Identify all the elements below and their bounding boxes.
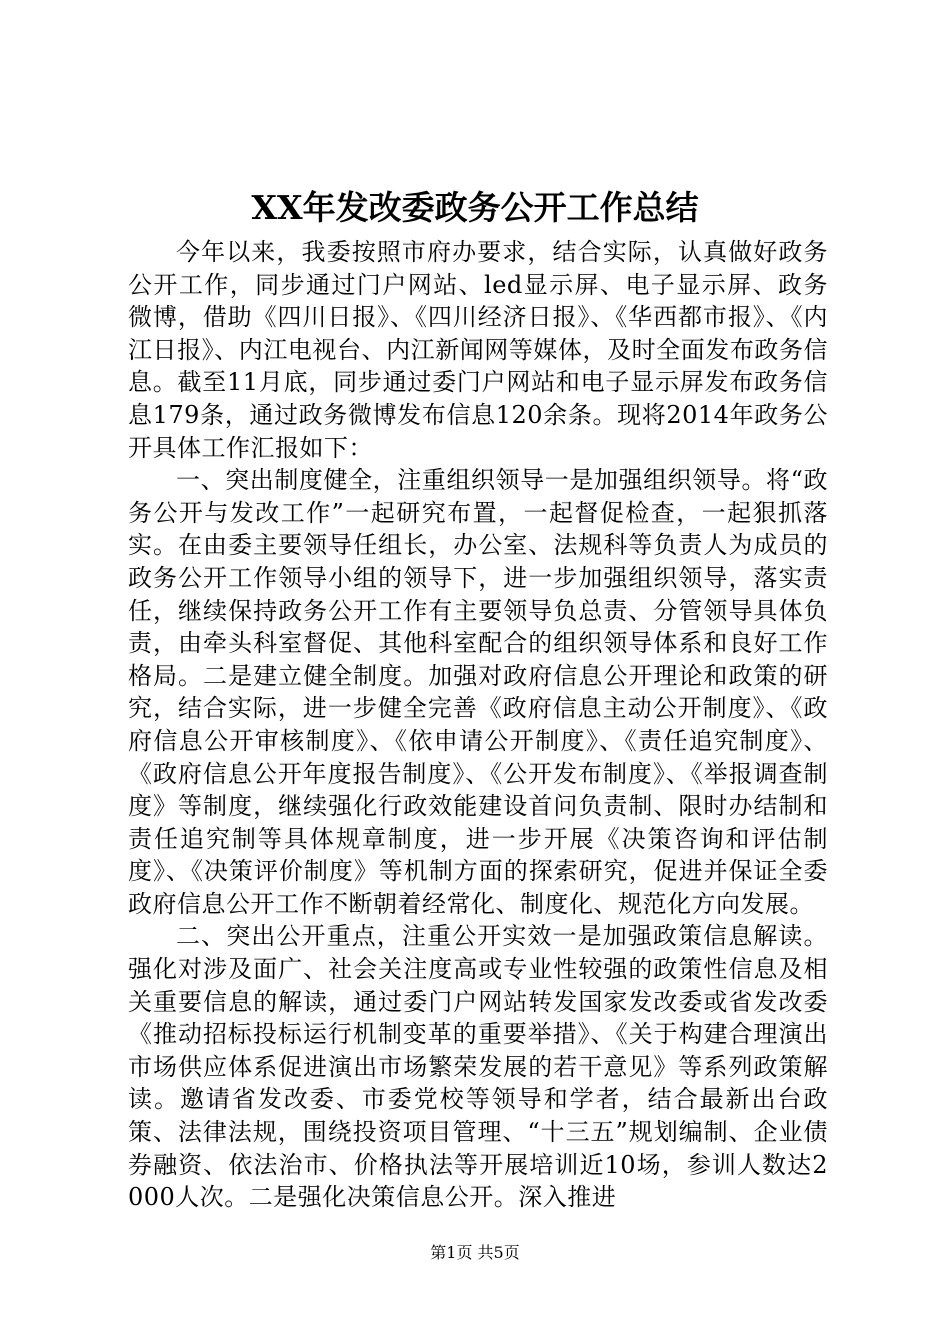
paragraph-section-1: 一、突出制度健全，注重组织领导一是加强组织领导。将“政务公开与发改工作”一起研究布置，一起督促检查，一起狠抓落实。在由委主要领导任组长，办公室、法规科等负责人为成员的政务公开工作领导小组的领导下，进一步加强组织领导，落实责任，继续保持政务公开工作有主要领导负总责、分管领导具体负责，由牵头科室督促、其他科室配合的组织领导体系和良好工作格局。二是建立健全制度。加强对政府信息公开理论和政策的研究，结合实际，进一步健全完善《政府信息主动公开制度》、《政府信息公开审核制度》、《依申请公开制度》、《责任追究制度》、《政府信息公开年度报告制度》、《公开发布制度》、《举报调查制度》等制度，继续强化行政效能建设首问负责制、限时办结制和责任追究制等具体规章制度，进一步开展《决策咨询和评估制度》、《决策评价制度》等机制方面的探索研究，促进并保证全委政府信息公开工作不断朝着经常化、制度化、规范化方向发展。	[128, 466, 828, 918]
document-title: XX年发改委政务公开工作总结	[251, 188, 699, 227]
document-body	[128, 236, 828, 1214]
page-number-footer: 第1页 共5页	[430, 1243, 520, 1262]
paragraph-section-2: 二、突出公开重点，注重公开实效一是加强政策信息解读。强化对涉及面广、社会关注度高或专业性较强的政策性信息及相关重要信息的解读，通过委门户网站转发国家发改委或省发改委《推动招标投标运行机制变革的重要举措》、《关于构建合理演出市场供应体系促进演出市场繁荣发展的若干意见》等系列政策解读。邀请省发改委、市委党校等领导和学者，结合最新出台政策、法律法规，围绕投资项目管理、“十三五”规划编制、企业债券融资、依法治市、价格执法等开展培训近10场，参训人数达2000人次。二是强化决策信息公开。深入推进	[128, 922, 828, 1212]
paragraph-intro: 今年以来，我委按照市府办要求，结合实际，认真做好政务公开工作，同步通过门户网站、led显示屏、电子显示屏、政务微博，借助《四川日报》、《四川经济日报》、《华西都市报》、《内江日报》、内江电视台、内江新闻网等媒体，及时全面发布政务信息。截至11月底，同步通过委门户网站和电子显示屏发布政务信息179条，通过政务微博发布信息120余条。现将2014年政务公开具体工作汇报如下：	[128, 238, 828, 462]
